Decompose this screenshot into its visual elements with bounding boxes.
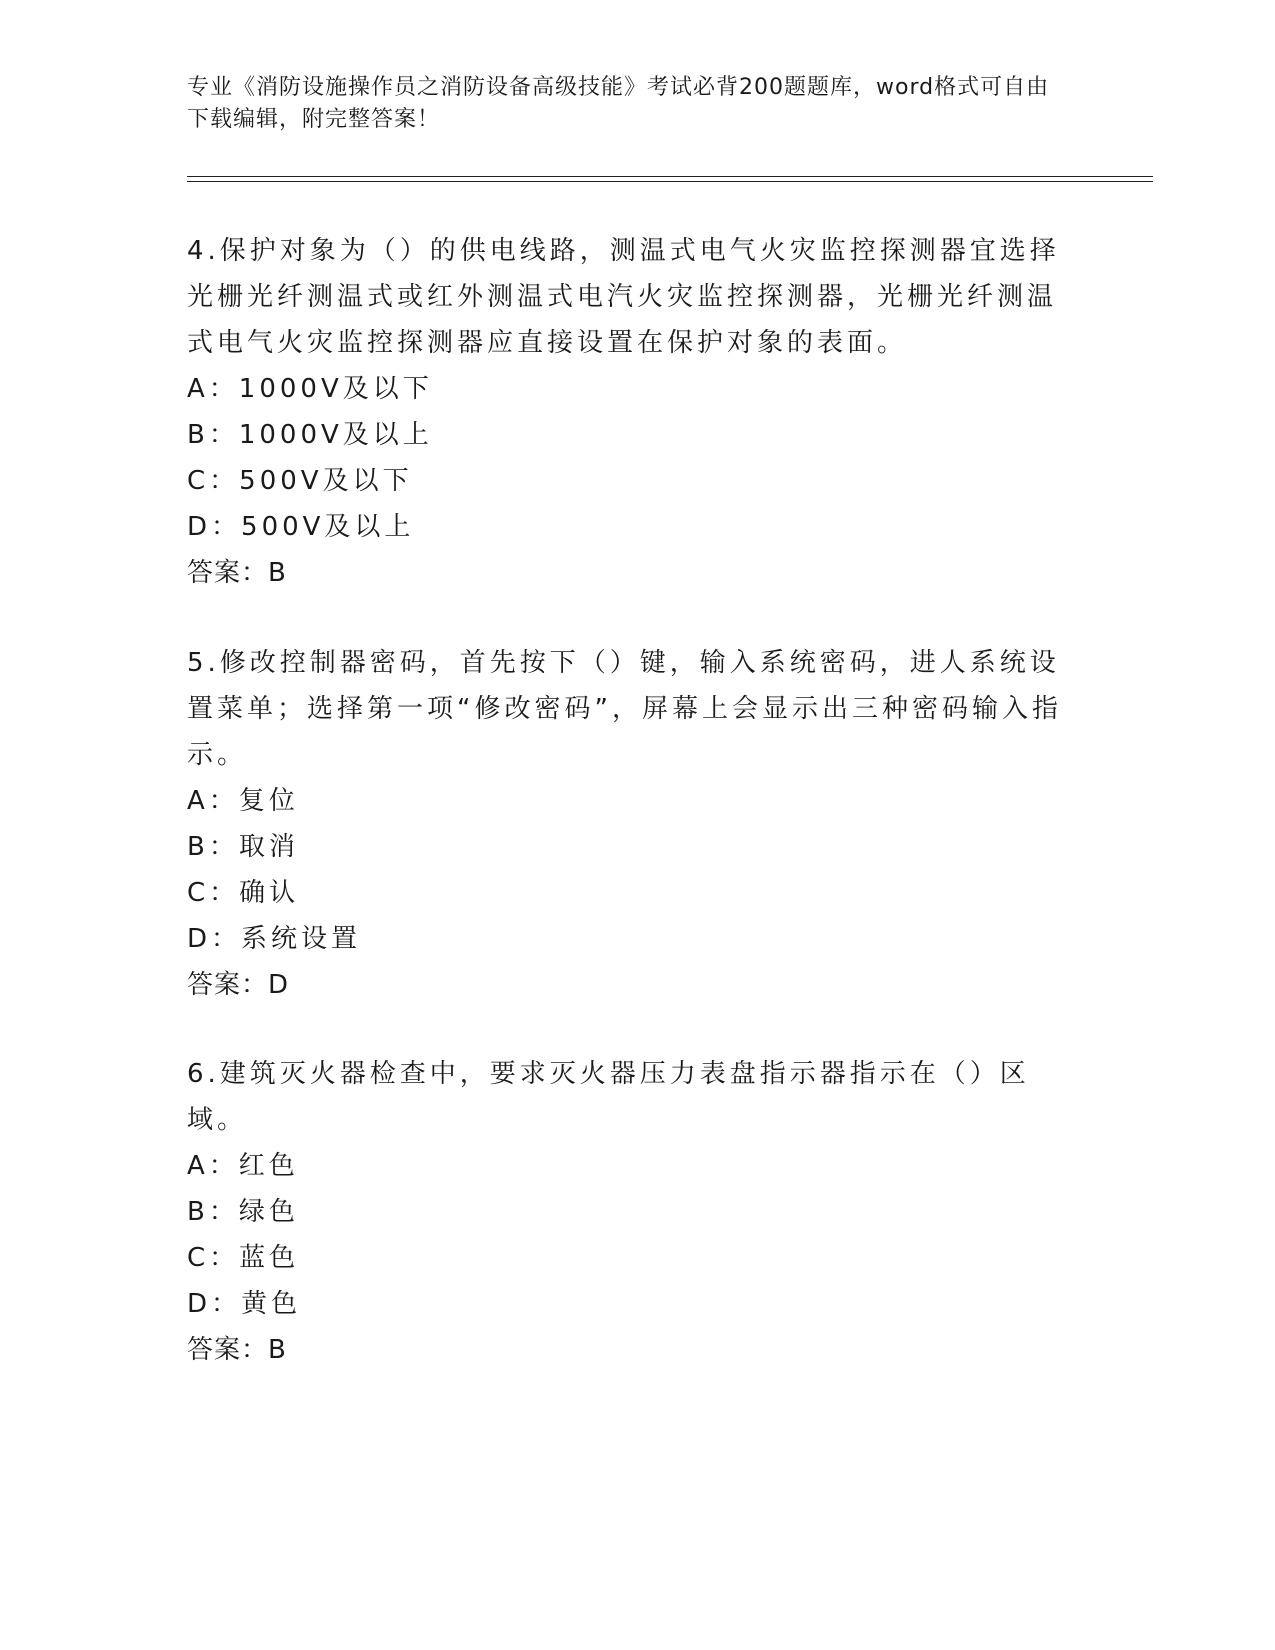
question-6: [187, 1051, 1067, 1373]
document-header: 专业《消防设施操作员之消防设备高级技能》考试必背200题题库，word格式可自由下载编辑，附完整答案！: [187, 75, 1050, 132]
option-a: A：复位: [187, 786, 299, 816]
option-c: C：500V及以下: [187, 466, 413, 496]
question-stem: 5.修改控制器密码，首先按下（）键，输入系统密码，进人系统设置菜单；选择第一项“修改密码”，屏幕上会显示出三种密码输入指示。: [187, 648, 1062, 770]
header-divider-top: [187, 176, 1153, 177]
option-d: D：500V及以上: [187, 512, 415, 542]
option-b: B：1000V及以上: [187, 420, 433, 450]
answer: 答案：B: [187, 558, 287, 588]
question-stem: 6.建筑灭火器检查中，要求灭火器压力表盘指示器指示在（）区域。: [187, 1059, 1030, 1135]
header-divider-bottom: [187, 181, 1153, 182]
question-stem: 4.保护对象为（）的供电线路，测温式电气火灾监控探测器宜选择光栅光纤测温式或红外测温式电汽火灾监控探测器，光栅光纤测温式电气火灾监控探测器应直接设置在保护对象的表面。: [187, 236, 1060, 358]
answer: 答案：B: [187, 1335, 287, 1365]
question-5: [187, 640, 1067, 1008]
question-4: [187, 228, 1067, 596]
option-c: C：蓝色: [187, 1243, 300, 1273]
option-a: A：红色: [187, 1151, 299, 1181]
option-b: B：绿色: [187, 1197, 299, 1227]
option-b: B：取消: [187, 832, 299, 862]
option-d: D：系统设置: [187, 924, 362, 954]
answer: 答案：D: [187, 970, 290, 1000]
option-c: C：确认: [187, 878, 300, 908]
option-a: A：1000V及以下: [187, 374, 433, 404]
option-d: D：黄色: [187, 1289, 302, 1319]
